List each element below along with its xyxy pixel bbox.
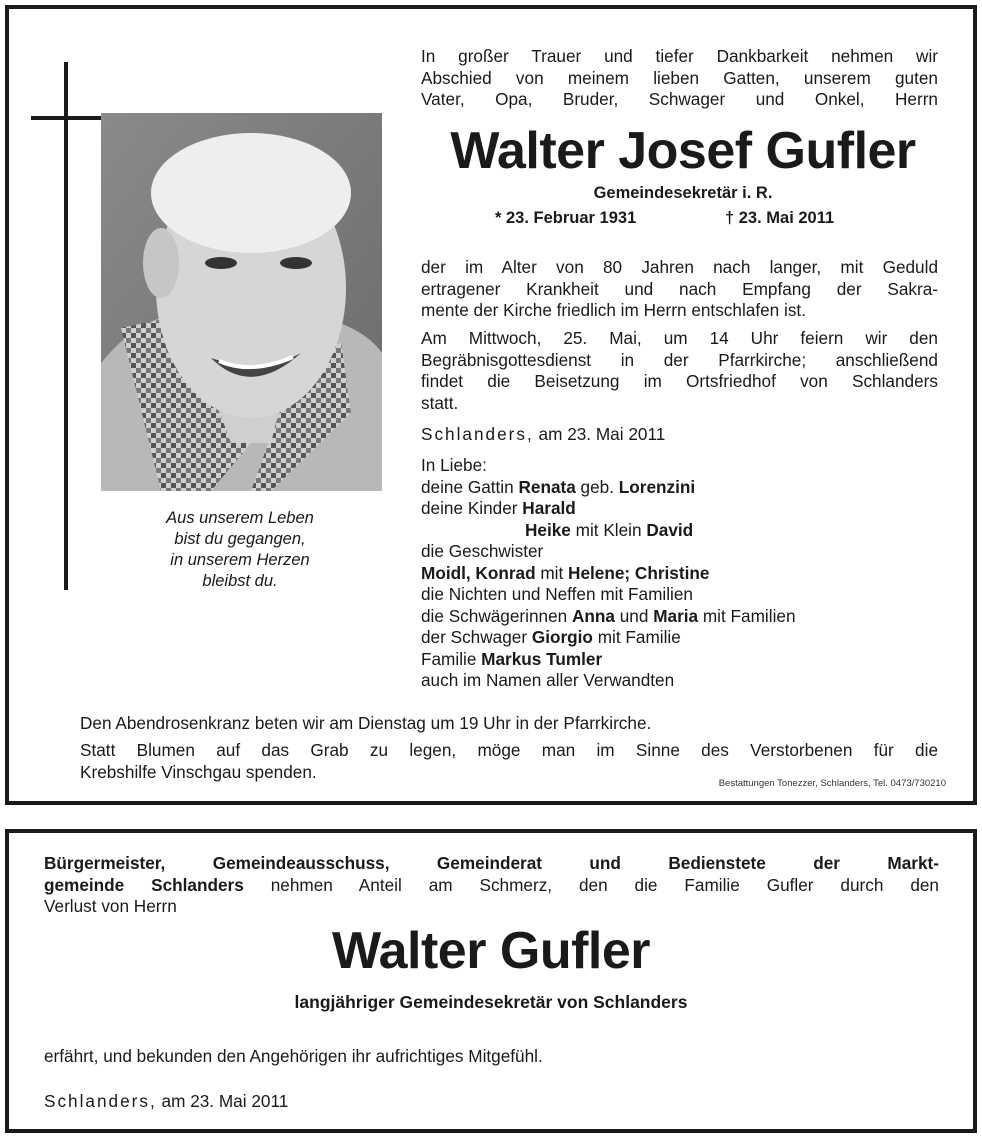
funeral-paragraph: Am Mittwoch, 25. Mai, um 14 Uhr feiern wir den Begräbnisgottesdienst in der Pfarrkirche; anschließend findet die Beisetzung im Ortsfriedhof von Schlanders statt.: [421, 328, 938, 413]
mourner-line: deine Kinder Harald: [421, 498, 576, 518]
undertaker-credit: Bestattungen Tonezzer, Schlanders, Tel. 0473/730210: [718, 778, 946, 789]
condolence-intro: Bürgermeister, Gemeindeausschuss, Gemeinderat und Bedienstete der Markt- gemeinde Schlanders nehmen Anteil am Schmerz, den die Familie Gufler durch den Verlust von Herrn: [44, 853, 939, 916]
mourner-line: Moidl, Konrad mit Helene; Christine: [421, 562, 710, 583]
mourners-list: [421, 455, 796, 692]
mourner-line: die Geschwister: [421, 541, 544, 561]
quote-line: bist du gegangen,: [174, 530, 306, 548]
mourner-line: der Schwager Giorgio mit Familie: [421, 627, 681, 647]
mourner-line: Familie Markus Tumler: [421, 648, 603, 669]
rosary-text: Den Abendrosenkranz beten wir am Dienstag um 19 Uhr in der Pfarrkirche.: [80, 713, 652, 733]
place-date: Schlanders, am 23. Mai 2011: [421, 424, 666, 444]
death-paragraph: der im Alter von 80 Jahren nach langer, mit Geduld ertragener Krankheit und nach Empfang der Sakra- mente der Kirche friedlich im Herrn entschlafen ist.: [421, 257, 938, 320]
memorial-quote: [120, 508, 360, 592]
quote-line: in unserem Herzen: [170, 551, 310, 569]
death-date: † 23. Mai 2011: [725, 209, 835, 227]
mourner-line: Heike mit Klein David: [525, 519, 694, 540]
deceased-name-2: Walter Gufler: [331, 922, 651, 980]
mourner-line: auch im Namen aller Verwandten: [421, 670, 675, 690]
quote-line: bleibst du.: [202, 572, 278, 590]
deceased-title: Gemeindesekretär i. R.: [593, 184, 773, 202]
birth-date: * 23. Februar 1931: [495, 209, 637, 227]
intro-text: In großer Trauer und tiefer Dankbarkeit nehmen wir Abschied von meinem lieben Gatten, unserem guten Vater, Opa, Bruder, Schwager und Onkel, Herrn: [421, 46, 938, 109]
deceased-name: Walter Josef Gufler: [450, 122, 916, 180]
cross-icon-bar: [31, 116, 101, 120]
mourner-line: die Nichten und Neffen mit Familien: [421, 584, 693, 604]
quote-line: Aus unserem Leben: [166, 509, 314, 527]
mourner-line: die Schwägerinnen Anna und Maria mit Familien: [421, 605, 796, 626]
donation-text: Statt Blumen auf das Grab zu legen, möge man im Sinne des Verstorbenen für die Krebshilfe Vinschgau spenden.: [80, 740, 938, 782]
cross-icon: [64, 62, 68, 590]
sympathy-text: erfährt, und bekunden den Angehörigen ihr aufrichtiges Mitgefühl.: [44, 1046, 543, 1066]
deceased-title-2: langjähriger Gemeindesekretär von Schlanders: [294, 992, 688, 1012]
love-label: In Liebe:: [421, 455, 487, 475]
mourner-line: deine Gattin Renata geb. Lorenzini: [421, 476, 696, 497]
portrait-photo: [101, 113, 382, 491]
place-date-2: Schlanders, am 23. Mai 2011: [44, 1091, 289, 1111]
